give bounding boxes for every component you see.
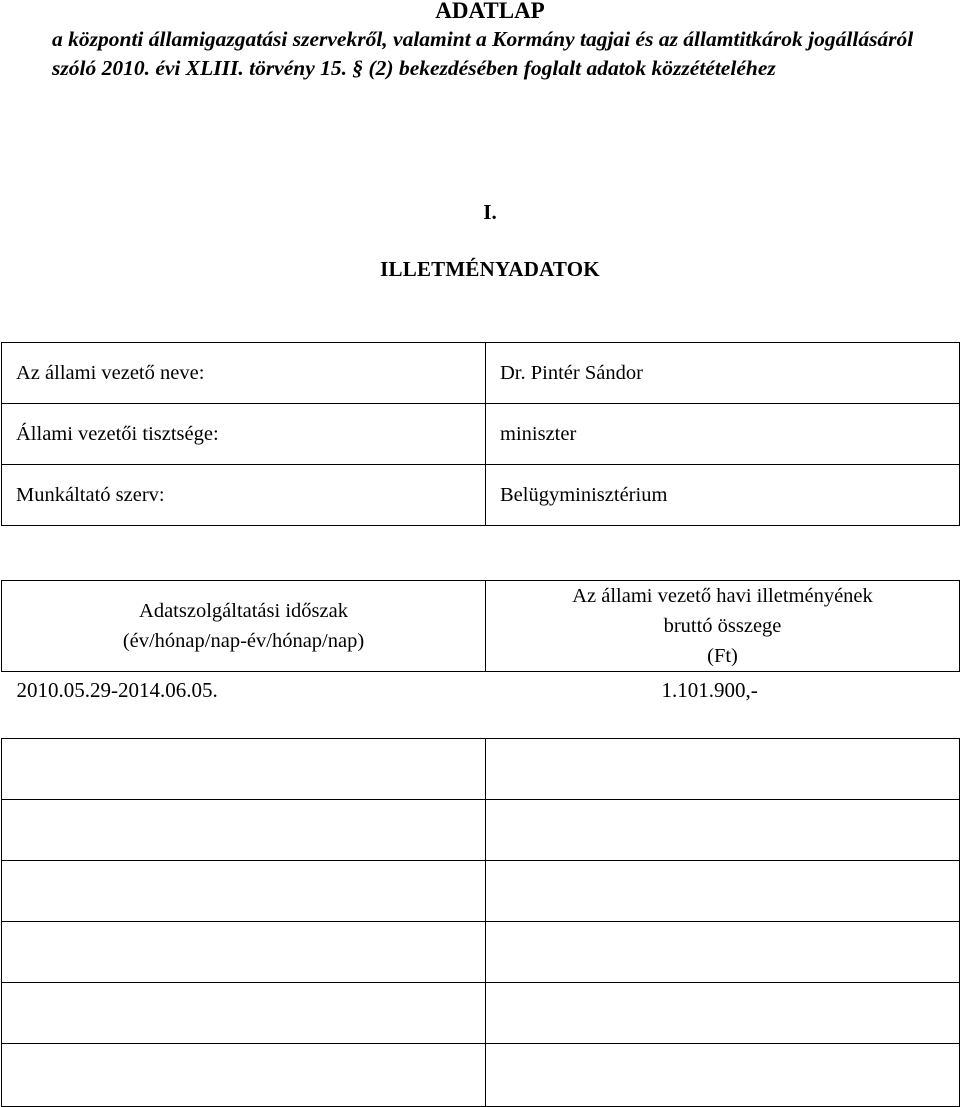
salary-row-empty: [2, 922, 960, 983]
period-cell: [2, 861, 486, 922]
amount-header-line2: bruttó összege: [663, 615, 782, 637]
salary-row-empty: [2, 1044, 960, 1107]
info-row-name: [2, 343, 960, 404]
section-number: I.: [483, 200, 497, 224]
info-table: [1, 342, 960, 526]
salary-header-row: [2, 581, 960, 672]
salary-row: [2, 672, 960, 739]
period-cell: [2, 983, 486, 1044]
name-value: Dr. Pintér Sándor: [486, 343, 960, 404]
employer-label: Munkáltató szerv:: [2, 465, 486, 526]
period-cell: [2, 1044, 486, 1107]
amount-header-line3: (Ft): [707, 645, 738, 667]
amount-value: 1.101.900,-: [661, 678, 758, 702]
info-row-employer: [2, 465, 960, 526]
name-label: Az állami vezető neve:: [2, 343, 486, 404]
position-label: Állami vezetői tisztsége:: [2, 404, 486, 465]
salary-row-empty: [2, 800, 960, 861]
period-header-line2: (év/hónap/nap-év/hónap/nap): [122, 630, 365, 652]
info-row-position: [2, 404, 960, 465]
period-cell: [2, 739, 486, 800]
period-cell: [2, 800, 486, 861]
amount-cell: [486, 922, 960, 983]
amount-cell: [486, 739, 960, 800]
period-value: 2010.05.29-2014.06.05.: [16, 678, 218, 702]
document-title: ADATLAP: [435, 0, 545, 23]
section-title: ILLETMÉNYADATOK: [380, 257, 600, 281]
employer-value: Belügyminisztérium: [486, 465, 960, 526]
amount-cell: [486, 983, 960, 1044]
document-subtitle: a központi államigazgatási szervekről, valamint a Kormány tagjai és az államtitkárok jogállásáról szóló 2010. évi XLIII. törvény 15. § (2) bekezdésében foglalt adatok közzétételéhez: [52, 27, 914, 80]
period-cell: [2, 922, 486, 983]
salary-table: [1, 580, 960, 1107]
salary-row-cell: [2, 672, 960, 739]
amount-header: [486, 581, 960, 672]
period-header: [2, 581, 486, 672]
amount-cell: [486, 1044, 960, 1107]
period-header-line1: Adatszolgáltatási időszak: [139, 600, 348, 622]
salary-row-empty: [2, 983, 960, 1044]
amount-cell: [486, 861, 960, 922]
salary-row-empty: [2, 739, 960, 800]
amount-header-line1: Az állami vezető havi illetményének: [572, 585, 873, 607]
salary-row-empty: [2, 861, 960, 922]
amount-cell: [486, 800, 960, 861]
position-value: miniszter: [486, 404, 960, 465]
